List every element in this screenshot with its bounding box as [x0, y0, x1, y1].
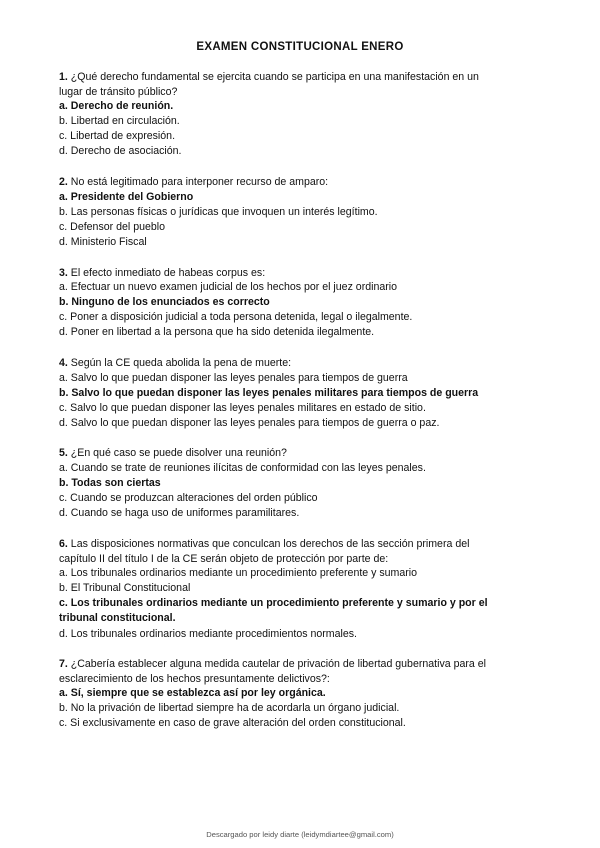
question-text [59, 175, 499, 190]
option: d. Derecho de asociación. [59, 145, 182, 158]
question-number: 5. [59, 447, 68, 460]
option: a. Los tribunales ordinarios mediante un procedimiento preferente y sumario [59, 567, 418, 580]
question-list [59, 70, 499, 747]
question-prompt: ¿En qué caso se puede disolver una reunión? [70, 447, 287, 460]
download-footer: Descargado por leidy diarte (leidymdiartee@gmail.com) [206, 830, 394, 839]
question-number: 6. [59, 537, 68, 550]
question-prompt: ¿Qué derecho fundamental se ejercita cuando se participa en una manifestación en un lugar de tránsito público? [59, 71, 479, 98]
option: c. Si exclusivamente en caso de grave alteración del orden constitucional. [59, 717, 406, 730]
option: d. Los tribunales ordinarios mediante procedimientos normales. [59, 627, 357, 640]
question-text [59, 537, 499, 566]
question-4 [59, 356, 499, 431]
question-1 [59, 70, 499, 160]
option: c. Poner a disposición judicial a toda persona detenida, legal o ilegalmente. [59, 311, 413, 324]
option: c. Defensor del pueblo [59, 220, 166, 233]
option: c. Cuando se produzcan alteraciones del orden público [59, 492, 318, 505]
question-prompt: Las disposiciones normativas que conculcan los derechos de las sección primera del capítulo II del título I de la CE serán objeto de protección por parte de: [59, 537, 470, 565]
question-number: 2. [59, 176, 68, 189]
question-text [59, 266, 499, 281]
option-correct: c. Los tribunales ordinarios mediante un procedimiento preferente y sumario y por el tribunal constitucional. [59, 597, 488, 625]
option: c. Libertad de expresión. [59, 130, 176, 143]
option: d. Cuando se haga uso de uniformes paramilitares. [59, 507, 300, 520]
option-correct: b. Todas son ciertas [59, 477, 161, 490]
option-correct: b. Salvo lo que puedan disponer las leyes penales militares para tiempos de guerra [59, 386, 479, 399]
question-number: 7. [59, 658, 68, 671]
option: a. Efectuar un nuevo examen judicial de los hechos por el juez ordinario [59, 281, 398, 294]
question-text [59, 70, 499, 99]
option: d. Salvo lo que puedan disponer las leyes penales para tiempos de guerra o paz. [59, 416, 440, 429]
option-correct: a. Derecho de reunión. [59, 100, 174, 113]
option: d. Poner en libertad a la persona que ha sido detenida ilegalmente. [59, 326, 375, 339]
question-text [59, 657, 499, 686]
question-number: 1. [59, 71, 68, 83]
question-prompt: ¿Cabería establecer alguna medida cautelar de privación de libertad gubernativa para el esclarecimiento de los hechos presuntamente delictivos?: [59, 658, 486, 685]
option: b. Las personas físicas o jurídicas que invoquen un interés legítimo. [59, 205, 378, 218]
option: b. No la privación de libertad siempre ha de acordarla un órgano judicial. [59, 702, 400, 715]
question-prompt: El efecto inmediato de habeas corpus es: [70, 266, 266, 279]
question-number: 4. [59, 357, 68, 369]
question-2 [59, 175, 499, 250]
question-5 [59, 446, 499, 521]
question-text [59, 446, 499, 461]
question-7 [59, 657, 499, 731]
question-number: 3. [59, 266, 68, 279]
option: b. El Tribunal Constitucional [59, 582, 191, 595]
option-correct: a. Presidente del Gobierno [59, 190, 194, 203]
question-6 [59, 537, 499, 642]
question-text [59, 356, 499, 371]
option: b. Libertad en circulación. [59, 115, 180, 128]
option: a. Salvo lo que puedan disponer las leyes penales para tiempos de guerra [59, 371, 408, 384]
option: a. Cuando se trate de reuniones ilícitas de conformidad con las leyes penales. [59, 462, 426, 475]
option: c. Salvo lo que puedan disponer las leyes penales militares en estado de sitio. [59, 401, 426, 414]
question-prompt: Según la CE queda abolida la pena de muerte: [70, 357, 292, 369]
option-correct: a. Sí, siempre que se establezca así por ley orgánica. [59, 687, 326, 700]
document-title: EXAMEN CONSTITUCIONAL ENERO [196, 41, 404, 53]
option: d. Ministerio Fiscal [59, 235, 147, 248]
question-3 [59, 266, 499, 341]
option-correct: b. Ninguno de los enunciados es correcto [59, 296, 270, 309]
question-prompt: No está legitimado para interponer recurso de amparo: [70, 176, 329, 189]
